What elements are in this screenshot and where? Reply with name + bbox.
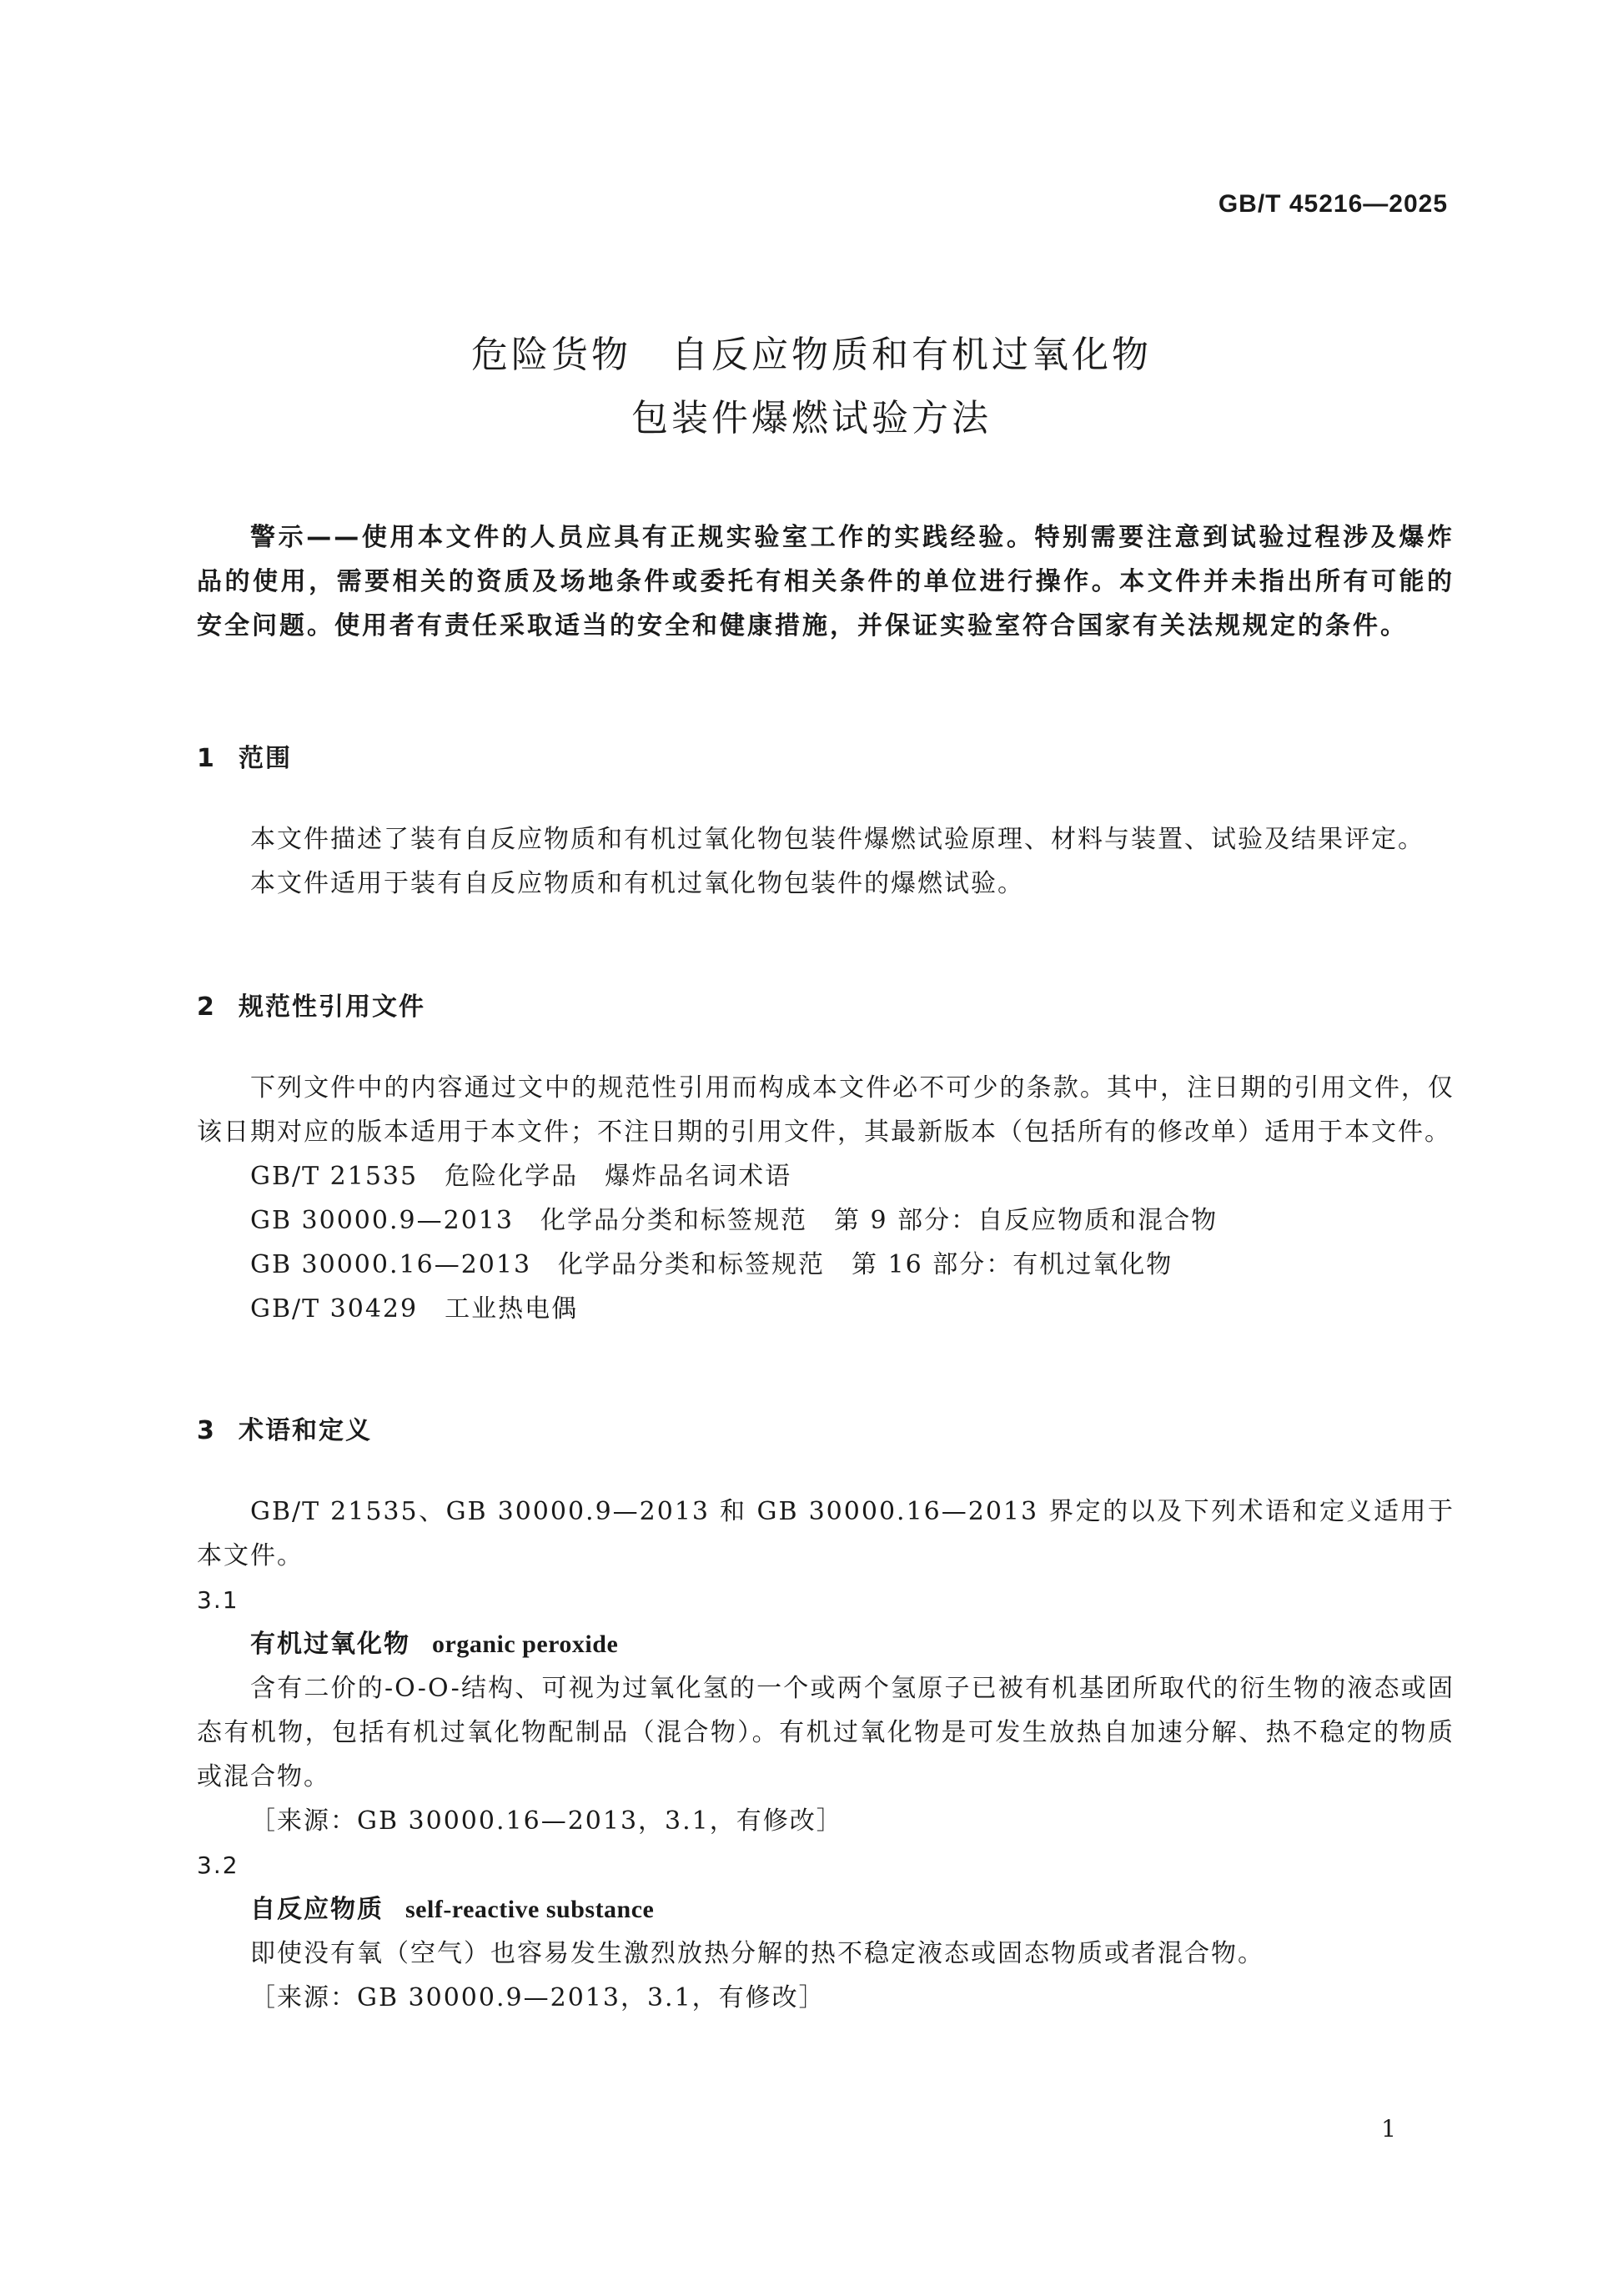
- term-3-1-heading: [197, 1622, 1455, 1666]
- term-3-1-source: ［来源：GB 30000.16—2013，3.1，有修改］: [250, 1806, 843, 1836]
- standard-code: GB/T 45216—2025: [1218, 190, 1448, 218]
- section-3-heading: [197, 1409, 372, 1446]
- term-3-2-source: ［来源：GB 30000.9—2013，3.1，有修改］: [250, 1983, 826, 2012]
- document-title: [0, 324, 1623, 450]
- warning-block: [197, 515, 1455, 648]
- page-number: 1: [1381, 2115, 1396, 2143]
- title-line-1: 危险货物 自反应物质和有机过氧化物: [471, 334, 1152, 376]
- section-3-body: [197, 1490, 1455, 2020]
- reference-item: GB 30000.9—2013 化学品分类和标签规范 第 9 部分：自反应物质和混合物: [250, 1206, 1219, 1235]
- section-1-heading: [197, 737, 292, 774]
- section-2-title: 规范性引用文件: [239, 992, 425, 1022]
- section-1-paragraph-1: 本文件描述了装有自反应物质和有机过氧化物包装件爆燃试验原理、材料与装置、试验及结果评定。: [250, 825, 1425, 854]
- term-3-1-en: organic peroxide: [432, 1630, 619, 1658]
- section-2-number: 2: [197, 992, 216, 1022]
- section-1-title: 范围: [239, 744, 292, 773]
- term-3-2-en: self-reactive substance: [405, 1896, 655, 1923]
- reference-item: GB/T 21535 危险化学品 爆炸品名词术语: [250, 1162, 792, 1191]
- term-3-2-cn: 自反应物质: [250, 1895, 384, 1924]
- title-line-2: 包装件爆燃试验方法: [631, 397, 992, 440]
- section-1-number: 1: [197, 744, 216, 773]
- reference-item: GB/T 30429 工业热电偶: [250, 1294, 579, 1324]
- section-2-body: [197, 1066, 1455, 1331]
- section-1-body: [197, 817, 1455, 906]
- term-3-1-cn: 有机过氧化物: [250, 1630, 410, 1659]
- term-3-2-definition: 即使没有氧（空气）也容易发生激烈放热分解的热不稳定液态或固态物质或者混合物。: [250, 1939, 1264, 1968]
- section-3-number: 3: [197, 1416, 216, 1445]
- section-3-title: 术语和定义: [239, 1416, 372, 1445]
- term-3-2-number: 3.2: [197, 1851, 239, 1879]
- section-3-intro: GB/T 21535、GB 30000.9—2013 和 GB 30000.16—2013 界定的以及下列术语和定义适用于本文件。: [197, 1497, 1455, 1570]
- section-1-paragraph-2: 本文件适用于装有自反应物质和有机过氧化物包装件的爆燃试验。: [250, 869, 1024, 898]
- section-2-heading: [197, 986, 425, 1022]
- term-3-2-heading: [197, 1887, 1455, 1932]
- section-2-intro: 下列文件中的内容通过文中的规范性引用而构成本文件必不可少的条款。其中，注日期的引用文件，仅该日期对应的版本适用于本文件；不注日期的引用文件，其最新版本（包括所有的修改单）适用于本文件。: [197, 1073, 1455, 1147]
- reference-item: GB 30000.16—2013 化学品分类和标签规范 第 16 部分：有机过氧化物: [250, 1250, 1173, 1279]
- warning-text: 警示——使用本文件的人员应具有正规实验室工作的实践经验。特别需要注意到试验过程涉及爆炸品的使用，需要相关的资质及场地条件或委托有相关条件的单位进行操作。本文件并未指出所有可能的安全问题。使用者有责任采取适当的安全和健康措施，并保证实验室符合国家有关法规规定的条件。: [197, 523, 1455, 641]
- term-3-1-definition: 含有二价的-O-O-结构、可视为过氧化氢的一个或两个氢原子已被有机基团所取代的衍生物的液态或固态有机物，包括有机过氧化物配制品（混合物）。有机过氧化物是可发生放热自加速分解、热不稳定的物质或混合物。: [197, 1674, 1455, 1791]
- term-3-1-number: 3.1: [197, 1586, 239, 1614]
